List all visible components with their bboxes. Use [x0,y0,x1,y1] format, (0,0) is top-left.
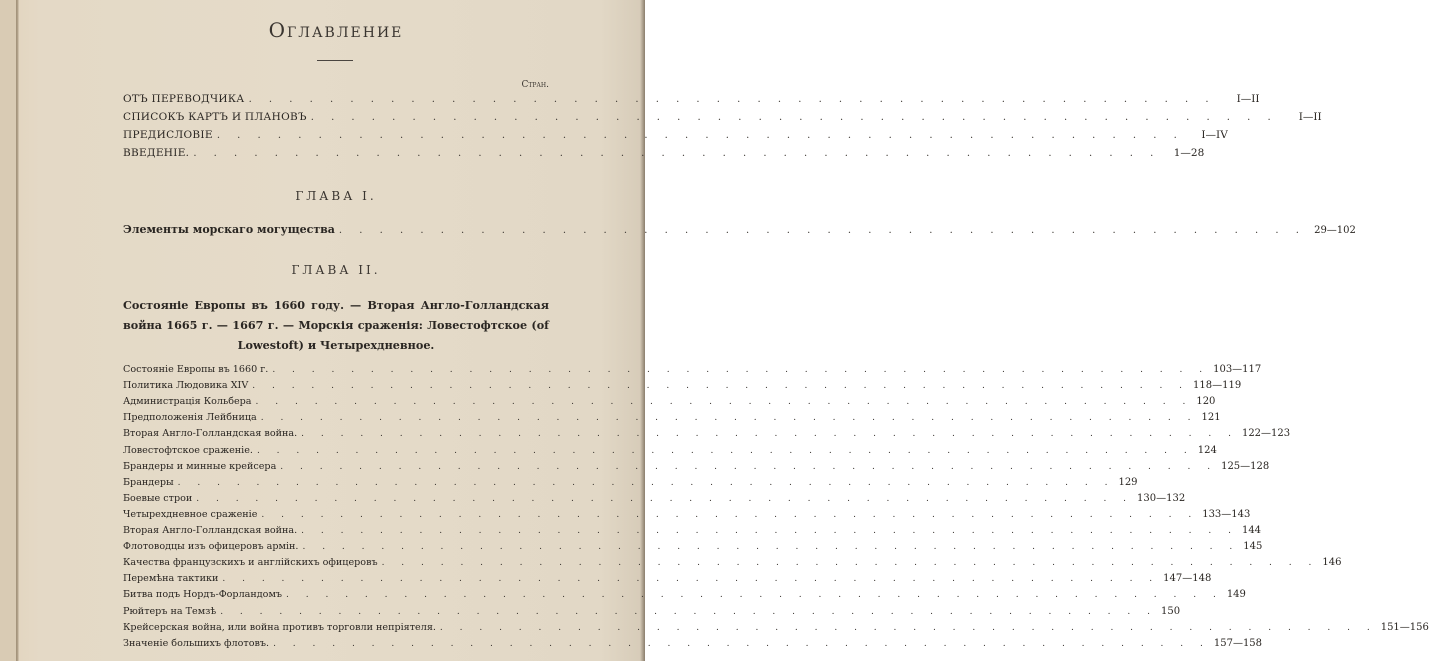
toc-label: СПИСОКЪ КАРТЪ И ПЛАНОВЪ [123,111,307,123]
dot-leader: . . . . . . . . . . . . . . . . . . . . . . . . . . . . . . . . . . . . . . . . . . . . . . . . [286,590,1223,601]
toc-row[interactable] [123,476,1138,488]
toc-label: Рюйтеръ на Темзѣ [123,605,217,617]
toc-label: Администрація Кольбера [123,396,252,408]
toc-pages: 122—123 [1241,428,1291,440]
toc-label: Политика Людовика XIV [123,380,249,392]
toc-row[interactable] [123,111,1322,123]
toc-pages: 145 [1243,541,1263,553]
dot-leader: . . . . . . . . . . . . . . . . . . . . . . . . . . . . . . . . . . . . . . . . . . . . . . . . [252,381,1190,392]
toc-label: Флотоводцы изъ офицеровъ армін. [123,541,299,553]
toc-label: Четырехдневное сраженіе [123,508,258,520]
dot-leader: . . . . . . . . . . . . . . . . . . . . . . . . . . . . . . . . . . . . . . . . . . . . . . . . [196,493,1134,504]
toc-row[interactable] [123,525,1262,536]
toc-label: Вторая Англо-Голландская война. [123,525,298,536]
toc-label: Состояніе Европы въ 1660 г. [123,364,269,375]
dot-leader: . . . . . . . . . . . . . . . . . . . . . . . . . . . . . . . . . . . . . . . . . . . . . . . . [302,542,1240,553]
toc-pages: 146 [1322,557,1342,569]
toc-pages: 130—132 [1137,492,1186,504]
toc-row[interactable] [123,460,1270,472]
toc-row[interactable] [123,444,1217,456]
toc-row[interactable] [123,637,1263,649]
dot-leader: . . . . . . . . . . . . . . . . . . . . . . . . . . . . . . . . . . . . . . . . . . . . . . . . [381,558,1319,569]
toc-label: Предположенія Лейбница [123,412,257,424]
toc-pages: 118—119 [1193,380,1242,392]
dot-leader: . . . . . . . . . . . . . . . . . . . . . . . . . . . . . . . . . . . . . . . . . . . . . . . . [216,130,1184,141]
toc-pages: 121 [1201,412,1221,424]
chapter-heading: ГЛАВА I. [295,189,377,203]
dot-leader: . . . . . . . . . . . . . . . . . . . . . . . . . . . . . . . . . . . . . . . . . . . . . . . . [222,574,1160,585]
toc-row[interactable] [123,129,1228,141]
toc-pages: 133—143 [1202,508,1251,520]
dot-leader: . . . . . . . . . . . . . . . . . . . . . . . . . . . . . . . . . . . . . . . . . . . . . . . . [301,429,1238,440]
title-divider [317,60,353,61]
dot-leader: . . . . . . . . . . . . . . . . . . . . . . . . . . . . . . . . . . . . . . . . . . . . . . . . [248,94,1216,105]
dot-leader: . . . . . . . . . . . . . . . . . . . . . . . . . . . . . . . . . . . . . . . . . . . . . . . . [272,365,1210,375]
dot-leader: . . . . . . . . . . . . . . . . . . . . . . . . . . . . . . . . . . . . . . . . . . . . . . . . [256,445,1194,456]
toc-label: ВВЕДЕНІЕ. [123,147,190,159]
toc-pages: 144 [1241,525,1262,536]
page-title: Оглавление [268,18,404,42]
page-column-header: Стран. [521,80,549,90]
toc-pages: 120 [1196,396,1216,408]
toc-pages: 29—102 [1314,225,1356,236]
toc-row[interactable] [123,364,1262,375]
toc-pages: 150 [1160,605,1181,617]
dot-leader: . . . . . . . . . . . . . . . . . . . . . . . . . . . . . . . . . . . . . . . . . . . . . . . . [220,606,1157,617]
toc-label: Брандеры и минные крейсера [123,460,277,472]
toc-label: Крейсерская война, или война противъ торговли непріятеля. [123,621,436,633]
toc-pages: 1—28 [1173,147,1205,159]
dot-leader: . . . . . . . . . . . . . . . . . . . . . . . . . . . . . . . . . . . . . . . . . . . . . . . . [273,638,1210,649]
toc-pages: 125—128 [1221,460,1270,472]
toc-label: Вторая Англо-Голландская война. [123,428,298,440]
toc-row[interactable] [123,508,1251,520]
toc-pages: 151—156 [1380,621,1429,633]
dot-leader: . . . . . . . . . . . . . . . . . . . . . . . . . . . . . . . . . . . . . . . . . . . . . . . . [280,461,1218,472]
dot-leader: . . . . . . . . . . . . . . . . . . . . . . . . . . . . . . . . . . . . . . . . . . . . . . . . [255,397,1193,408]
toc-row[interactable] [123,93,1260,105]
toc-label: Значеніе большихъ флотовъ. [123,637,270,649]
toc-row[interactable] [123,380,1242,392]
chapter-heading: ГЛАВА II. [291,263,381,277]
toc-row[interactable] [123,428,1291,440]
dot-leader: . . . . . . . . . . . . . . . . . . . . . . . . . . . . . . . . . . . . . . . . . . . . . . . . [261,509,1199,520]
toc-label: Битва подъ Нордъ-Форландомъ [123,589,283,601]
toc-row[interactable] [123,147,1205,159]
toc-pages: 103—117 [1213,364,1262,375]
toc-label: Качества французскихъ и англійскихъ офицеровъ [123,557,378,569]
toc-row[interactable] [123,223,1356,236]
toc-pages: I—II [1298,111,1322,123]
toc-label: Боевые строи [123,492,193,504]
toc-row[interactable] [123,589,1246,601]
toc-row[interactable] [123,492,1186,504]
dot-leader: . . . . . . . . . . . . . . . . . . . . . . . . . . . . . . . . . . . . . . . . . . . . . . . . [439,622,1377,633]
toc-pages: 124 [1197,444,1217,456]
toc-row[interactable] [123,541,1263,553]
toc-pages: I—II [1236,93,1260,105]
dot-leader: . . . . . . . . . . . . . . . . . . . . . . . . . . . . . . . . . . . . . . . . . . . . . . . . [260,413,1198,424]
toc-pages: 157—158 [1213,637,1263,649]
toc-label: Перемѣна тактики [123,573,219,585]
dot-leader: . . . . . . . . . . . . . . . . . . . . . . . . . . . . . . . . . . . . . . . . . . . . . . . . [338,225,1306,236]
toc-label: Брандеры [123,476,174,488]
toc-row[interactable] [123,621,1429,633]
toc-label: Элементы морскаго могущества [123,223,335,236]
dot-leader: . . . . . . . . . . . . . . . . . . . . . . . . . . . . . . . . . . . . . . . . . . . . . . . . [310,112,1278,123]
toc-pages: 129 [1118,476,1138,488]
toc-row[interactable] [123,557,1342,569]
toc-pages: 147—148 [1163,573,1212,585]
toc-row[interactable] [123,412,1221,424]
toc-label: ПРЕДИСЛОВІЕ [123,129,213,141]
toc-label: ОТЪ ПЕРЕВОДЧИКА [123,93,245,105]
toc-row[interactable] [123,396,1216,408]
toc-pages: 149 [1226,589,1246,601]
dot-leader: . . . . . . . . . . . . . . . . . . . . . . . . . . . . . . . . . . . . . . . . . . . . . . . . [193,148,1161,159]
toc-row[interactable] [123,573,1212,585]
toc-pages: I—IV [1201,129,1228,141]
toc-label: Ловестофтское сраженіе. [123,444,253,456]
dot-leader: . . . . . . . . . . . . . . . . . . . . . . . . . . . . . . . . . . . . . . . . . . . . . . . . [301,526,1238,536]
chapter-summary: Состояніе Европы въ 1660 году. — Вторая Англо-Голландская война 1665 г. — 1667 г. — Морскія сраженія: Ловестофтское (of Lowestoft) и Четырехдневное. [123,298,549,352]
dot-leader: . . . . . . . . . . . . . . . . . . . . . . . . . . . . . . . . . . . . . . . . . . . . . . . . [177,477,1115,488]
toc-row[interactable] [123,605,1181,617]
